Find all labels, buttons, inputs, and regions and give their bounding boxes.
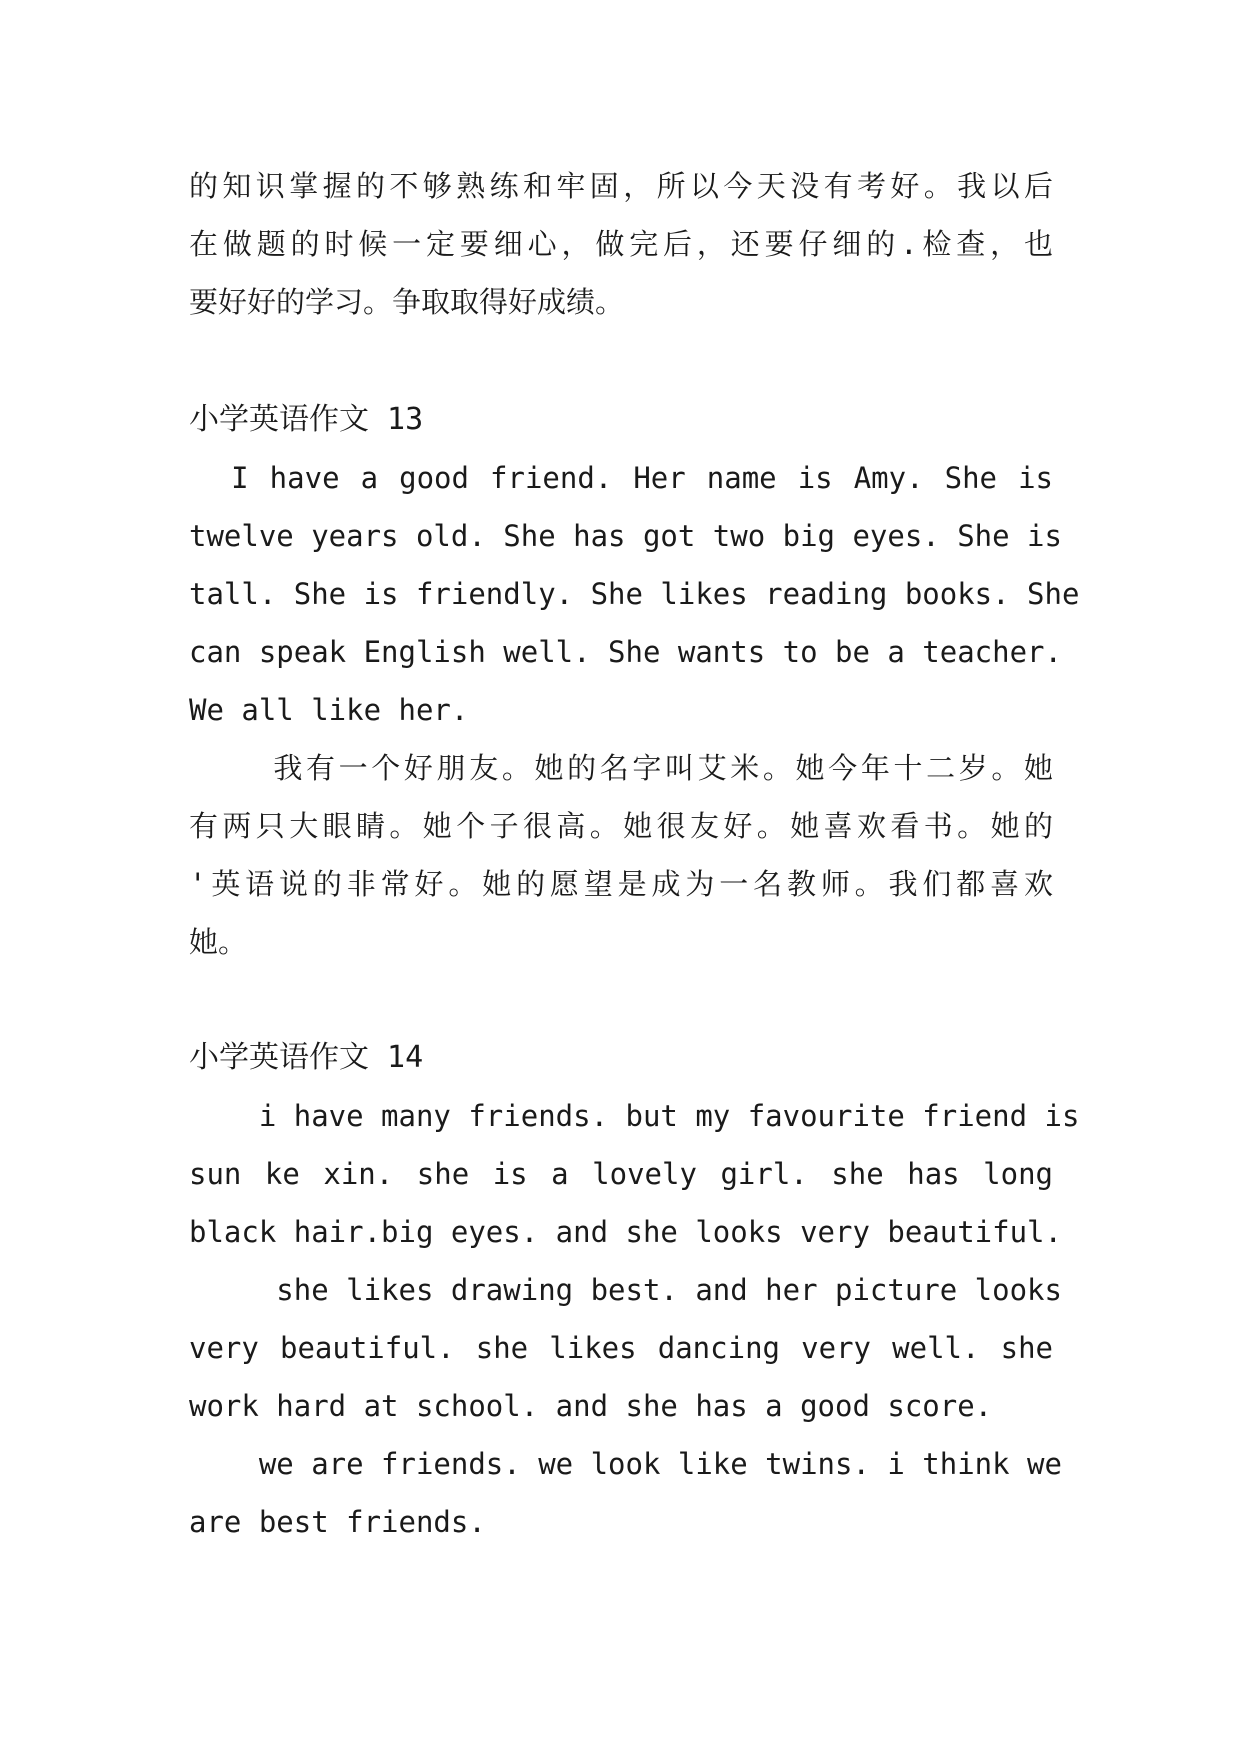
paragraph-line: '英语说的非常好。她的愿望是成为一名教师。我们都喜欢 (189, 867, 1053, 901)
paragraph-line: we are friends. we look like twins. i think we (189, 1447, 1062, 1481)
paragraph-line: 有两只大眼睛。她个子很高。她很友好。她喜欢看书。她的 (189, 809, 1053, 843)
paragraph-line: twelve years old. She has got two big eyes. She is (189, 519, 1062, 553)
paragraph-line: are best friends. (189, 1505, 486, 1539)
paragraph-line: 她。 (189, 925, 248, 959)
paragraph-line: can speak English well. She wants to be a teacher. (189, 635, 1062, 669)
paragraph-line: tall. She is friendly. She likes reading books. She (189, 577, 1080, 611)
section-heading-14: 小学英语作文 14 (189, 1040, 424, 1075)
paragraph-line: very beautiful. she likes dancing very well. she (189, 1331, 1053, 1365)
section-heading-13: 小学英语作文 13 (189, 402, 424, 437)
paragraph-line: 要好好的学习。争取取得好成绩。 (189, 285, 625, 319)
paragraph-line: I have a good friend. Her name is Amy. She is (189, 461, 1053, 495)
paragraph-line: i have many friends. but my favourite friend is (189, 1099, 1080, 1133)
paragraph-line: 我有一个好朋友。她的名字叫艾米。她今年十二岁。她 (189, 751, 1053, 785)
paragraph-line: black hair.big eyes. and she looks very beautiful. (189, 1215, 1062, 1249)
paragraph-line: she likes drawing best. and her picture looks (189, 1273, 1062, 1307)
paragraph-line: We all like her. (189, 693, 469, 727)
paragraph-line: work hard at school. and she has a good score. (189, 1389, 993, 1423)
paragraph-line: 在做题的时候一定要细心，做完后，还要仔细的.检查，也 (189, 227, 1053, 261)
paragraph-line: sun ke xin. she is a lovely girl. she has long (189, 1157, 1053, 1191)
paragraph-line: 的知识掌握的不够熟练和牢固，所以今天没有考好。我以后 (189, 169, 1053, 203)
